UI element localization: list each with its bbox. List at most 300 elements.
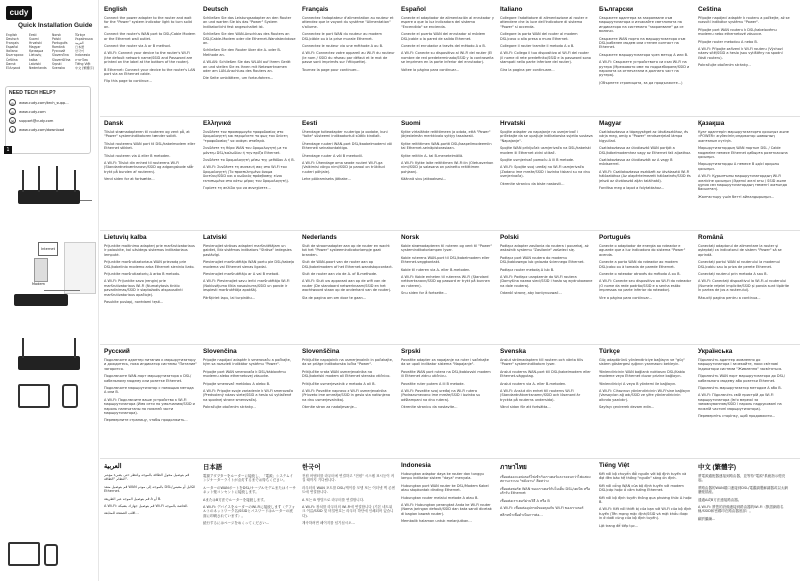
brand-logo: cudy [6,6,32,20]
instruction-step: A Wi-Fi: Kết nối thiết bị của bạn với Wi-Fi của bộ định tuyến (Tên mạng mặc định/SSID và mật khẩu được in ở dưới cùng của bộ định tuyến). [599,507,692,521]
language-section [302,462,395,574]
instruction-step: Свържете адаптера за захранване към маршрутизатора и изчакайте светлината на индикатора на системата "захранване" да се включи. [599,16,684,34]
instruction-step: Подключите адаптер питания к маршрутизатору и дождитесь, пока индикатор системы "Питание" загорится. [104,358,197,371]
instruction-step: Ühendage toiteadapter ruuteriga ja oodake, kuni "toite" süsteemi indikaatortuli süttib kindlalt. [302,130,388,139]
instruction-step: Conecte el enrutador a través del método A o B. [401,44,486,49]
instruction-step: A Wi-Fi: Csatlakoztassa eszközét az útválasztó Wi-Fi hálózatához (Az alapértelmezett hálózatnév/SSID és jelszó az útválasztó alján található). [599,169,691,183]
language-item: Türkçe [75,33,86,37]
language-section [401,234,494,346]
instruction-step: Свържете WAN порта на маршрутизатора към DSL/кабелен модем или стенен контакт на Ethernet. [599,36,686,50]
instruction-step: Odwróć stronę, aby kontynuować... [500,291,562,296]
step1-figure [4,156,94,224]
instruction-step: Priključite napajalnik na usmerjevalnik in počakajte, da se prižge indikatorska lučka "Power". [302,358,393,367]
language-section [203,6,296,118]
language-item: Hrvatski [29,41,42,46]
language-section [203,120,296,232]
language-title: 한국어 [302,464,321,471]
sidebar [0,0,99,581]
instruction-step: Csatlakoztassa a tápegységet az útválasztóhoz, és várja meg, amíg a "Power" rendszerjelző lámpa kigyullad. [599,130,689,143]
instruction-step: Flip this page to continue... [104,79,152,84]
language-section [104,120,197,232]
instruction-step: Hubungkan router melalui metode A atau B. [401,495,479,500]
instruction-step: Připojte port WAN routeru k DSL/kabelovému modemu nebo ethernetové zásuvce. [698,27,777,37]
language-title: Русский [104,348,130,355]
language-title: Deutsch [203,6,229,13]
language-section [401,348,494,460]
language-item: Slovenčina [52,53,69,58]
instruction-step: Переверните страницу, чтобы продолжить... [104,418,188,423]
instruction-step: Koble til ruteren via A- eller B-metoden. [401,267,471,272]
instruction-step: Підключіть маршрутизатор методом A або B. [698,386,782,391]
instruction-step: Spojite usmjerivač pomoću A ili B metode. [500,158,575,163]
instruction-step: Tilslut strømadapteren til routeren og vent på, at "Power" systemindikatoren tænder solidt. [104,130,190,139]
language-item: 日本語 [75,45,85,50]
language-item: Suomi [29,37,39,42]
row-divider [100,344,800,345]
instruction-step: Подключите маршрутизатор с помощью метода A или B. [104,386,194,395]
language-title: العربية [104,463,122,470]
language-item: Norsk [52,33,61,37]
language-item: English [6,33,18,37]
instruction-step: Connectez le routeur via une méthode A ou B. [302,44,384,49]
instruction-step: A Wi-Fi: Připojte zařízení k Wi-Fi routeru (Výchozí název sítě/SSID a heslo jsou vytištěny na spodní části routeru). [698,47,783,60]
phone-image [44,544,58,566]
language-item: Čeština [6,57,18,62]
download-icon: ↓ [10,128,15,133]
instruction-step: Kết nối bộ định tuyến thông qua phương thức A hoặc B. [599,495,692,505]
instruction-step: Жалғастыру үшін бетті айналдырыңыз... [698,194,775,199]
step-number: 1 [4,146,12,154]
instruction-step: เชื่อมต่อเราเตอร์ผ่านวิธี A หรือ B [500,498,550,503]
language-section [302,348,395,460]
globe-icon: ◎ [10,101,15,106]
language-title: Italiano [500,6,523,13]
instruction-step: Spojite adapter za napajanje na usmjerivač i pričekajte da se upaljuje indikatorska svjetla sustava "Napajanje". [500,130,593,143]
language-section [302,234,395,346]
language-title: Svenska [500,348,526,355]
step2-figure [4,228,94,320]
language-item: Українська [75,37,93,42]
language-title: Lietuvių kalba [104,234,147,241]
instruction-step: A Wi-Fi: Свържете устройството си към Wi-Fi на рутера (Мрежовото име по подразбиране/SSID и паролата са отпечатани в долната част на рутера). [599,60,690,78]
instruction-step: A Wi-Fi: Kytke laite reitittimen Wi-Fi:iin (Oletusverkon nimi/SSID ja salasana on painettu reitittimen pohjaan). [401,161,494,174]
instruction-step: Підключіть адаптер живлення до маршрутизатора і зачекайте, поки світлові індикатори системи "Живлення" засвітяться. [698,358,783,371]
language-section [401,120,494,232]
antenna [74,170,76,192]
instruction-step: قم بتوصيل منفذ WAN بالموجه إلى مودم DSL/الكابل أو مقبس Ethernet. [104,484,196,494]
instruction-step: Kết nối bộ chuyển đổi nguồn với bộ định tuyến và đợi đèn báo hệ thống "nguồn" sáng ổn định. [599,472,687,481]
instruction-step: Kytke reitittimen WAN-portti DSL/kaapelimodeemiin tai Ethernet-seinäpistorasiaan. [401,141,492,151]
instruction-step: 続行するにはページをめくってください... [203,521,270,526]
language-section [500,6,593,118]
instruction-step: ルーターのWANポートをDSL/ケーブルモデムまたはイーサネット壁コンセントに接続します。 [203,485,296,495]
instruction-step: A Wi-Fi: Koble enheten til ruterens Wi-Fi (Standard nettverksnavn/SSID og passord er trykt på bunnen av ruteren). [401,275,490,288]
language-section [698,462,791,574]
language-title: Suomi [401,120,421,127]
instruction-step: Pāršķiriet lapu, lai turpinātu... [203,295,256,300]
instruction-step: Conectați routerul prin metoda A sau B. [698,272,768,277]
language-section [599,234,692,346]
instruction-step: Sayfayı çevirerek devam edin... [599,405,655,410]
language-title: 日本語 [203,464,223,471]
instruction-step: A Wi-Fi: Povežite napravo z Wi-Fi usmerjevalnika (Privzeto ime omrežja/SSID in geslo sta natisnjena na dnu usmerjevalnika). [302,389,391,402]
instruction-step: Güç adaptörünü yönlendiriciye bağlayın ve "güç" sistem göstergesi ışığının yanmasını bekleyin. [599,358,686,367]
instruction-step: A 또는 B 방법으로 라우터를 연결합니다. [302,497,365,502]
instruction-step: 라우터의 WAN 포트를 DSL/케이블 모뎀 또는 이더넷 벽 콘센트에 연결합니다. [302,485,395,495]
instruction-step: A Wi-Fi: Tilslut din enhed til routerens Wi-Fi (Standardnetværksnavn/SSID og adgangskode står trykt på bunden af routeren). [104,161,194,174]
instruction-step: Priključite usmerjevalnik z metodo A ali B. [302,381,376,386]
instruction-step: Fordítsa meg a lapot a folytatáshoz... [599,186,665,191]
instruction-step: Povežite ruter putem A ili B metode. [401,381,465,386]
language-item: Nederlands [29,65,47,70]
instruction-step: Obrnite stran za nadaljevanje... [302,405,358,410]
instruction-step: A Wi-Fi: Prijunkite savo įrenginį prie maršrutizatoriaus Wi-Fi (Numatytasis tinklo pavadinimas/SSID ir slaptažodis atspausdinti maršrutizatoriaus apačioje). [104,279,183,297]
instruction-step: Priključite vrata WAN usmerjevalnika na DSL/kabelski modem ali Ethernet stensko vtičnico. [302,369,391,379]
language-section [302,120,395,232]
instruction-step: A WLAN: Schließen Sie das WLAN auf Ihrem Gerät an und stellen Sie es Ihnen mit Netzwerknamen oder am LAN-Anschluss des Routers an. [203,60,291,74]
language-item: 한국어 [75,49,84,54]
mail-icon: ✉ [10,119,15,124]
instruction-step: เชื่อมต่อพอร์ต WAN ของเราเตอร์กับโมเด็ม DSL/เคเบิล หรือเต้ารับ Ethernet [500,486,591,496]
instruction-step: Connectez l'adaptateur d'alimentation au routeur et attendez que le voyant du système "Alimentation" s'allume. [302,16,394,29]
language-item: Polski [52,37,61,42]
instruction-step: Γυρίστε τη σελίδα για να συνεχίσετε... [203,186,271,191]
instruction-step: Connectez le port WAN du routeur au modem DSL/câble ou à la prise murale Ethernet. [302,32,382,41]
instruction-step: Свържете маршрутизатора чрез метод A или B. [599,52,689,57]
antenna [38,166,40,192]
internet-label: Internet [38,242,58,256]
instruction-step: Ühendage ruuter A või B meetodil. [302,153,363,158]
language-section [698,6,791,118]
instruction-step: A Wi-Fi: Cihazınızı yönlendiricinin Wi-Fi'sine bağlayın (Varsayılan ağ adı/SSID ve şifre yönlendiricinin altında yazılıdır). [599,389,691,402]
instruction-step: A Wi-Fi: 장치를 라우터의 Wi-Fi에 연결합니다 (기본 네트워크 이름/SSID 및 비밀번호는 라우터 하단에 인쇄되어 있습니다). [302,505,394,518]
instruction-step: Podłącz adapter zasilania do routera i poczekaj, aż wskaźnik systemu "Zasilanie" zaświeci się. [500,244,589,253]
language-item: Deutsch [6,37,19,42]
language-title: Čeština [698,6,722,13]
language-title: Українська [698,348,733,355]
language-item: Ελληνικά [6,65,21,70]
language-title: Slovenčina [203,348,237,355]
instruction-step: Tournez la page pour continuer... [302,67,360,72]
help-row[interactable] [9,117,87,124]
instruction-step: A Wi-Fi: Pievienojiet savu ierīci maršrutētāja Wi-Fi (Noklusējuma tīkla nosaukums/SSID un parole ir iespiesti maršrutētāja apakšā). [203,279,290,293]
language-title: Français [302,6,329,13]
instruction-step: 電源アダプターをルーターに接続し、「電源」システムインジケーターライトが点灯するまでお待ちください。 [203,474,294,483]
language-section [698,234,791,346]
instruction-step: เชื่อมต่ออะแดปเตอร์ไฟเข้ากับเราเตอร์และรอจนกว่าไฟแสดงสถานะระบบ "พลังงาน" ติดสว่าง [500,475,591,484]
instruction-step: Collegare la porta WAN del router al modem DSL/cavo o alla presa a muro Ethernet. [500,32,578,41]
instruction-step: Schließen Sie den Router über die A- oder B-Methode an. [203,48,282,57]
language-item: 中文 (繁體字) [75,65,94,70]
language-item: Slovenščina [52,57,71,62]
instruction-step: Sluit de WAN-poort van de router aan op DSL/kabelmodem of het Ethernet-wandstopcontact. [302,260,393,269]
language-title: Español [401,6,426,13]
antenna [22,338,24,358]
web-icon: ◎ [10,110,15,115]
instruction-step: Connect the router's WAN port to DSL/Cable Modem or the Ethernet wall outlet. [104,32,196,41]
instruction-step: A Wi-Fi: Ühendage oma seade ruuteri Wi-Fi-ga (Vaikimisi võrgu nimi/SSID ja parool on trükitud ruuteri põhjale). [302,161,385,174]
instruction-step: A Wi-Fi: Pripojte svoje zariadenie k Wi-Fi smerovača (Predvolený názov siete/SSID a heslo sú vytlačené na spodnej strane smerovača). [203,389,294,402]
language-title: Indonesia [401,462,431,469]
language-title: Türkçe [599,348,620,355]
instruction-step: Připojte napájecí adaptér k routeru a počkejte, až se rozsvítí indikátor systému "Power". [698,16,790,25]
instruction-step: Gira la pagina per continuare... [500,67,555,72]
language-item: ภาษาไทย [75,57,88,62]
wan-cable [44,290,80,291]
language-item: العربية [75,41,84,46]
instruction-step: قم بتوصيل محول الطاقة بالموجه وانتظر حتى يضيء مؤشر النظام "الطاقة". [104,473,190,482]
instruction-step: Csatlakoztassa az útválasztót az A vagy B módszerrel. [599,158,673,167]
instruction-step: Vänd sidan för att fortsätta... [500,405,551,410]
help-link[interactable]: support@cudy.com [19,118,54,123]
instruction-step: Переверніть сторінку, щоб продовжити... [698,414,776,419]
guide-title: Quick Installation Guide [18,22,93,29]
antenna [74,338,76,358]
language-section [302,6,395,118]
instruction-step: Připojte router metodou A nebo B. [698,39,758,44]
instruction-step: 通過A或B方法連接路由器。 [698,497,742,502]
instruction-step: A Wi-Fi: デバイスをルーターのWi-Fiに接続します（デフォルトのネットワーク名/SSIDとパスワードはルーターの底面に印刷されています）。 [203,505,296,518]
help-row[interactable] [9,99,87,106]
language-section [599,462,692,574]
instruction-step: Pokračujte otočením stránky... [203,405,256,410]
instruction-step: Răsuciți pagina pentru a continua... [698,295,761,300]
instruction-step: A Wi-Fi: Conecte seu dispositivo ao Wi-Fi do roteador (O nome da rede padrão/SSID e a senha estão impressos na parte inferior do roteador). [599,279,692,293]
language-title: Polski [500,234,519,241]
language-section [104,234,197,346]
instruction-step: Anslut routern via A- eller B-metoden. [500,381,567,386]
language-title: Tiếng Việt [599,462,630,469]
router-image [18,190,80,204]
instruction-step: (Обърнете страницата, за да продължите...) [599,80,683,85]
instruction-step: B Ethernet: Connect your device to the router's LAN port via an Ethernet cable. [104,67,196,77]
instruction-step: Collegare l'adattatore di alimentazione al router e attendere che la luce dell'indicatore di sistema "Power" si accenda. [500,16,588,29]
instruction-step: Kytke reititin A- tai B-menetelmällä. [401,153,464,158]
instruction-step: 將路由器的WAN端口連接到DSL/電纜調製解調器或以太網牆壁插座。 [698,485,788,495]
instruction-step: 將電源適配器連接到路由器，並等待"電源"系統指示燈亮起。 [698,474,786,483]
instruction-step: Membalik halaman untuk melanjutkan... [401,519,472,524]
instruction-step: Sluit de router aan via de A- of B-methode. [302,272,378,277]
help-row[interactable] [9,108,87,115]
instruction-step: Маршрутизатордың WAN портын DSL / Cable модеміне немесе Ethernet қабырға розеткасына қосыңыз. [698,146,788,160]
instruction-step: A Wi-Fi: เชื่อมต่ออุปกรณ์ของคุณกับ Wi-Fi ของเราเตอร์ [500,506,584,511]
instruction-step: Συνδέστε τη θύρα WAN του δρομολογητή με το μόντεμ DSL/καλωδίου ή την πρίζα Ethernet. [203,146,287,155]
language-title: Dansk [104,120,124,127]
instruction-step: Conecte el adaptador de alimentación al enrutador y espere a que la luz indicadora del sistema "Encendido" se encienda. [401,16,494,29]
instruction-step: Schließen Sie das Leistungsadapter an den Router an und warten Sie bis das "Power" System Indikatorlicht fest angeschaltet ist. [203,16,292,29]
instruction-step: Schließen Sie den WAN-Anschluss des Routers an DSL/Cable-Modem oder die Ethernet-Wandsteckdose an. [203,32,296,46]
modem-label: Modem [32,282,45,286]
modem-image [34,258,48,282]
instruction-step: Маршрутизаторды A немесе B әдісі арқылы қосыңыз. [698,162,780,171]
router-image [18,356,80,370]
instruction-step: Lật trang để tiếp tục... [599,523,639,528]
instruction-step: Pripojte napájací adaptér k smerovaču a počkajte, kým sa rozsvieti indikátor systému "Power". [203,358,291,367]
instruction-step: Pripojte port WAN smerovača k DSL/káblovému modemu alebo ethernetovej zásuvke. [203,369,286,379]
language-title: ภาษาไทย [500,464,527,471]
instruction-step: A Wi-Fi: Connect your device to the router's Wi-Fi (the default network name/SSID and Password are printed on the label at the bottom of the router). [104,51,193,65]
instruction-step: Conectați portul WAN al routerului la modemul DSL/cablu sau la priza de perete Ethernet. [698,260,780,269]
instruction-step: Συνδέστε το δρομολογητή μέσω της μεθόδου A ή B. [203,158,295,163]
instruction-step: A Wi-Fi: Підключіть свій пристрій до Wi-Fi маршрутизатора (Ім'я мережі за замовчуванням/SSID і пароль надруковані на нижній частині маршрутизатора). [698,393,782,411]
instruction-step: Conecte el puerto WAN del enrutador al módem DSL/cable o la pared de salida Ethernet. [401,32,486,41]
step3-figure [4,326,94,576]
instruction-step: Συνδέστε τον προσαρμογέα τροφοδοσίας στο δρομολογητή και περιμένετε το φως του δείκτη "τροφοδοσίας" να ανάψει σταθερά. [203,130,288,143]
language-section [599,348,692,460]
instruction-step: A Wi-Fi: Anslut din enhet till routerns Wi-Fi (Standardnätverksnamn/SSID och lösenord är tryckta på routerns undersida). [500,389,581,402]
help-row[interactable] [9,126,87,133]
language-section [203,462,296,574]
instruction-step: Snu siden for å fortsette... [401,291,447,296]
language-section [500,120,593,232]
instruction-step: Okrenite stranicu da nastavite... [401,405,458,410]
instruction-step: Conecte o roteador através do método A ou B. [599,272,681,277]
instruction-step: Connect the power adapter to the router and wait for the "Power" system indicator light to turn solid on. [104,16,192,29]
instruction-step: Prijunkite maršrutizatorių A arba B metodu. [104,272,181,277]
language-section [500,234,593,346]
language-item: Magyar [29,45,41,50]
instruction-step: Kytke virtalähde reitittimeen ja odota, että "Power" järjestelmän merkkivalo syttyy tasaisesti. [401,130,491,139]
instruction-step: A Wi-Fi: Collega il tuo dispositivo al Wi-Fi del router (il nome di rete predefinito/SSID e la password sono stampati nella parte inferiore del router). [500,51,591,65]
language-item: Tiếng Việt [75,61,91,66]
antenna [56,166,58,192]
language-section [698,120,791,232]
language-section [104,348,197,460]
laptop-image [18,384,50,408]
instruction-step: Ühendage ruuteri WAN-port DSL/kaabelmodemi või Etherneti seinakontaktiga. [302,141,393,151]
language-title: Magyar [599,120,622,127]
instruction-step: A Wi-Fi: Conectați dispozitivul la Wi-Fi-ul routerului (Numele rețelei implicite/SSID și parola sunt tipărite în partea de jos a routerului). [698,279,790,293]
instruction-step: Lehe pööramiseks jätkake... [302,177,351,182]
language-item: Latviski [29,61,41,66]
language-section [401,6,494,118]
language-item: Svenska [52,65,65,70]
instruction-step: Kết nối cổng WAN của bộ định tuyến với modem DSL/cáp hoặc ổ cắm tường Ethernet. [599,483,684,493]
instruction-step: Pievienojiet maršrutētāju ar A vai B metodi. [203,272,280,277]
instruction-step: Pripojte smerovač metódou A alebo B. [203,381,271,386]
instruction-step: Conectați adaptorul de alimentare la router și așteptați ca indicatorul de sistem "Power" să se aprindă. [698,244,782,257]
instruction-step: Sla de pagina om om door te gaan... [302,295,367,300]
instruction-step: Vire a página para continuar... [599,295,652,300]
tech-help-title: NEED TECH HELP? [9,90,56,96]
instruction-step: A Wi-Fi: Құрылғыны маршрутизатордың Wi-Fi желісіне қосыңыз (Әдепкі желі аты / SSID және құпия сөз маршрутизатордың төменгі жағында басылған). [698,174,788,192]
phone-image [62,384,78,408]
language-section [698,348,791,460]
language-section [599,120,692,232]
instruction-step: Tilslut routeren via A eller B metoden. [104,153,171,158]
instruction-step: Anslut strömadaptern till routern och vänta tills "Power" systemindikatorn lyser. [500,358,584,367]
instruction-step: Prijunkite maršrutizatoriaus WAN prievadą prie DSL/kabelinio modemo arba Ethernet sieninio lizdo. [104,260,195,269]
language-title: Latviski [203,234,227,241]
antenna [22,170,24,192]
instruction-step: Pasukite puslapį, norėdami tęsti... [104,300,164,305]
instruction-step: Yönlendiricinin WAN bağlantı noktasını DSL/Kablo modeme veya Ethernet duvar prizine bağlayın. [599,369,685,379]
language-section [203,348,296,460]
instruction-step: Povežite adapter za napajanje na ruter i sačekajte da se upali indikator sistema "Napajanje". [401,358,489,367]
instruction-step: A Wi-Fi: Подключите ваше устройство к Wi-Fi маршрутизатора (Имя сети по умолчанию/SSID и пароль напечатаны на нижней части маршрутизатора). [104,397,195,416]
instruction-step: Қуат адаптерін маршрутизаторға қосыңыз және «POWER» жүйесінің индикатор шамының жанғанын күтіңіз. [698,130,789,143]
instruction-step: Yönlendiriciyi A veya B yöntemi ile bağlayın. [599,381,677,386]
instruction-step: Conecte o adaptador de energia ao roteador e aguarde que a luz indicadora do sistema "Power" acenda. [599,244,686,257]
instruction-step: Conecte a porta WAN do roteador ao modem DSL/cabo ou à tomada de parede Ethernet. [599,260,678,269]
instruction-step: Povežite WAN port rutera na DSL/kablovski modem ili Ethernet zidnu utičnicu. [401,369,491,379]
language-item: Français [6,41,19,46]
language-item: Български [6,53,24,58]
instruction-step: Подключите WAN-порт маршрутизатора к DSL/кабельному модему или розетке Ethernet. [104,374,192,383]
power-cable [80,200,92,201]
instruction-step: Collegare il router tramite il metodo A o B. [500,44,575,49]
language-item: Lietuvių kalba [29,53,42,62]
instruction-step: A Wi-Fi: Συνδέστε τη συσκευή σας στο Wi-Fi του δρομολογητή (Το προεπιλεγμένο όνομα δικτύου/SSID και ο κωδικός πρόσβασης είναι εκτυπωμένα στο κάτω μέρος του δρομολογητή). [203,165,289,183]
instruction-step: พลิกหน้าเพื่อดำเนินการต่อ... [500,513,543,518]
router-image [14,294,68,306]
language-title: Português [599,234,631,241]
instruction-step: Podłącz router metodą A lub B. [500,267,555,272]
language-title: Srpski [401,348,421,355]
wall-outlet [64,242,96,294]
instruction-step: Підключіть WAN порт маршрутизатора до DSL/кабельного модему або розетки Ethernet. [698,374,785,383]
instruction-step: قم بتوصيل الموجه عبر الطريقة A أو B. [104,496,162,501]
instruction-step: A Wi-Fi: Sluit uw apparaat aan op de wifi van de router (De standaard netwerknaam/SSID en het wachtwoord staan op de onderkant van de router). [302,279,392,293]
instruction-step: A Wi-Fi: 將您的設備連接到路由器的Wi-Fi（默認網絡名稱/SSID和密碼印在路由器底部）。 [698,505,784,514]
language-title: Ελληνικά [203,120,231,127]
laptop-image [8,542,40,566]
language-title: Norsk [401,234,420,241]
instruction-step: Koble ruterens WAN-port til DSL/kabelmodem eller Ethernet-veggkontakt. [401,255,490,265]
instruction-step: A Wi-Fi: Spojite svoj uređaj na Wi-Fi usmjerivača (Zadano ime mreže/SSID i lozinka tiskani su na dnu usmjerivača). [500,165,591,179]
tech-help-box [5,86,91,154]
language-section [401,462,494,574]
language-item: Dansk [6,61,16,66]
language-title: 中文 (繁體字) [698,464,736,471]
instruction-step: Pievienojiet maršrutētāja WAN portu pie DSL/kabeļa modema vai Ethernet sienas ligzdai. [203,260,295,269]
instruction-step: Pokračujte otočením stránky... [698,63,751,68]
language-item: Italiano [6,49,18,54]
language-item: Română [52,45,65,50]
language-title: English [104,6,128,13]
instruction-step: Vend siden for at fortsætte... [104,177,155,182]
instruction-step: 翻頁繼續... [698,516,716,521]
instruction-step: 계속하려면 페이지를 넘기십시오... [302,521,355,526]
instruction-step: 전원 어댑터를 라우터에 연결하고 "전원" 시스템 표시등이 켜질 때까지 기다립니다. [302,474,395,483]
instruction-step: Hubungkan port WAN router ke DSL/Modem Kabel atau stopkontak dinding Ethernet. [401,483,489,493]
language-item: Қазақша [29,49,44,54]
language-item: Español [6,45,19,50]
help-link[interactable]: www.cudy.com [19,109,46,114]
instruction-step: Koble strømadapteren til ruteren og vent til "Power" systemindikatorlampen lyser. [401,244,493,253]
language-item: Русский [52,49,65,54]
help-link[interactable]: www.cudy.com/tech_supp... [19,100,69,105]
language-item: Eesti [29,33,37,37]
row-divider [100,116,800,117]
instruction-step: AまたはB方法でルーターを接続します。 [203,497,268,502]
language-section [104,6,197,118]
language-section [500,462,593,574]
instruction-step: A Wi-Fi: Hubungkan perangkat Anda ke Wi-Fi router (Nama jaringan default/SSID dan kata sandi dicetak di bagian bawah router). [401,503,492,516]
instruction-step: Okrenite stranicu da biste nastavili... [500,181,565,186]
row-divider [100,230,800,231]
instruction-step: Podłącz port WAN routera do modemu DSL/kablowego lub gniazda ściennego Ethernet. [500,255,585,265]
language-title: Română [698,234,724,241]
language-title: Български [599,6,634,13]
instruction-step: A Wi-Fi: Conecte su dispositivo al Wi-Fi del router (El nombre de red predeterminado/SSID y la contraseña se imprimen en la parte inferior del enrutador). [401,51,494,65]
language-section [104,462,197,574]
help-link[interactable]: www.cudy.com/download [19,127,65,132]
instruction-step: A Wi-Fi: Connectez votre appareil au Wi-Fi du routeur (le nom / SSID du réseau par défaut et le mot de passe sont imprimés sur l'étiquette). [302,51,395,65]
language-section [500,348,593,460]
instruction-step: Voltee la página para continuar... [401,67,460,72]
language-title: Nederlands [302,234,337,241]
